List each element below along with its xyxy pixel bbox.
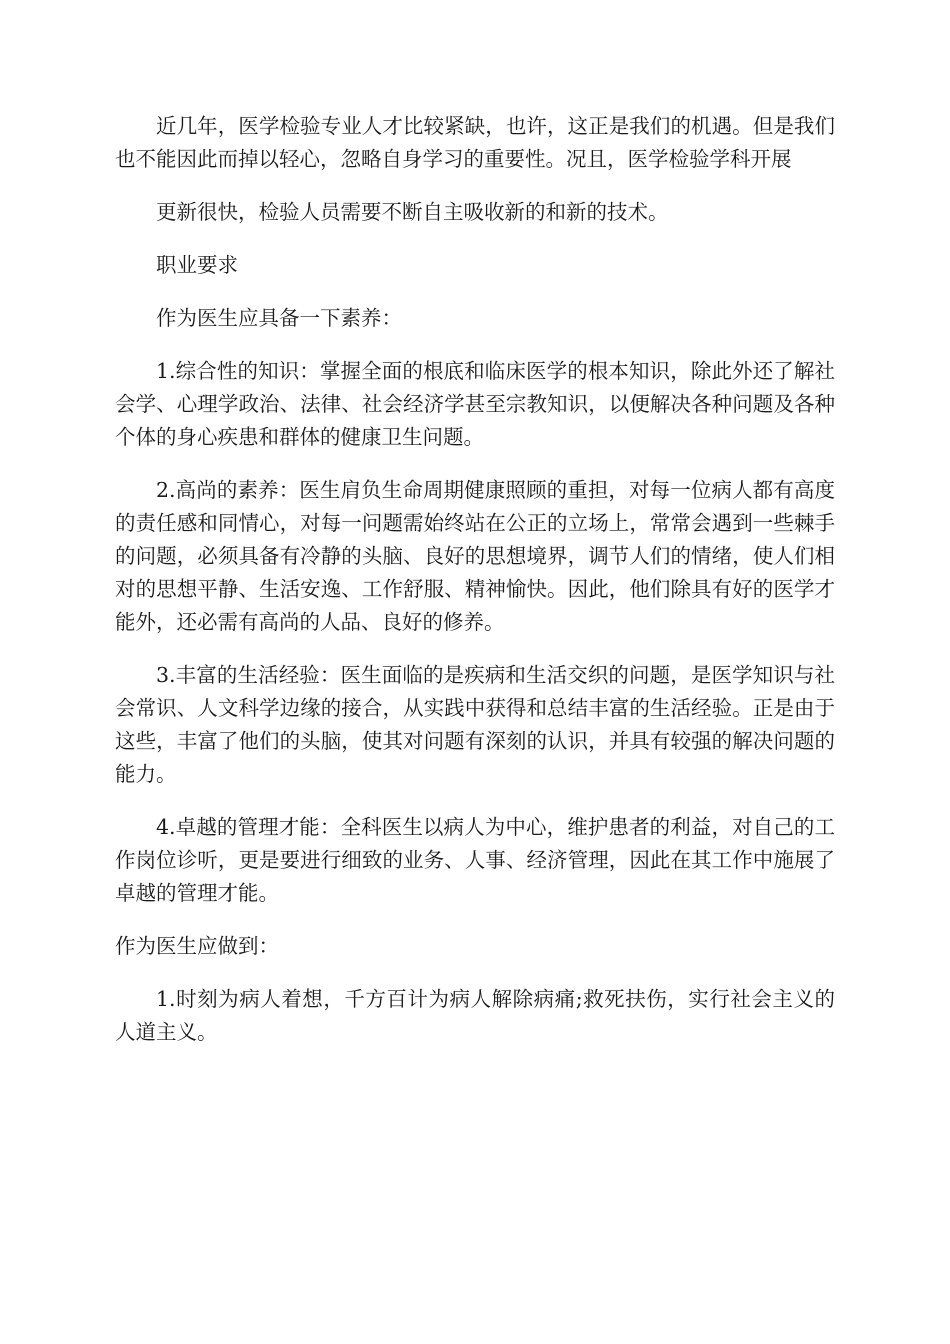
list-item-life-experience: 3.丰富的生活经验：医生面临的是疾病和生活交织的问题，是医学知识与社会常识、人文科学边缘的接合，从实践中获得和总结丰富的生活经验。正是由于这些，丰富了他们的头脑，使其对问题有深刻的认识，并具有较强的解决问题的能力。 bbox=[115, 663, 835, 786]
paragraph-update: 更新很快，检验人员需要不断自主吸收新的和新的技术。 bbox=[156, 200, 669, 224]
list-item-patient-care: 1.时刻为病人着想，千方百计为病人解除病痛;救死扶伤，实行社会主义的人道主义。 bbox=[115, 987, 835, 1044]
list-item-comprehensive-knowledge: 1.综合性的知识：掌握全面的根底和临床医学的根本知识，除此外还了解社会学、心理学政治、法律、社会经济学甚至宗教知识，以便解决各种问题及各种个体的身心疾患和群体的健康卫生问题。 bbox=[115, 359, 835, 449]
paragraph-duties-intro: 作为医生应做到： bbox=[115, 934, 279, 958]
list-item-noble-character: 2.高尚的素养：医生肩负生命周期健康照顾的重担，对每一位病人都有高度的责任感和同情心，对每一问题需始终站在公正的立场上，常常会遇到一些棘手的问题，必须具备有冷静的头脑、良好的思想境界，调节人们的情绪，使人们相对的思想平静、生活安逸、工作舒服、精神愉快。因此，他们除具有好的医学才能外，还必需有高尚的人品、良好的修养。 bbox=[115, 478, 835, 634]
document-page bbox=[115, 110, 835, 1069]
section-heading-career-requirements: 职业要求 bbox=[156, 253, 238, 277]
paragraph-qualities-intro: 作为医生应具备一下素养： bbox=[156, 306, 402, 330]
list-item-management-ability: 4.卓越的管理才能：全科医生以病人为中心，维护患者的利益，对自己的工作岗位诊听，更是要进行细致的业务、人事、经济管理，因此在其工作中施展了卓越的管理才能。 bbox=[115, 815, 835, 905]
paragraph-intro: 近几年，医学检验专业人才比较紧缺，也许，这正是我们的机遇。但是我们也不能因此而掉以轻心，忽略自身学习的重要性。况且，医学检验学科开展 bbox=[115, 114, 835, 171]
